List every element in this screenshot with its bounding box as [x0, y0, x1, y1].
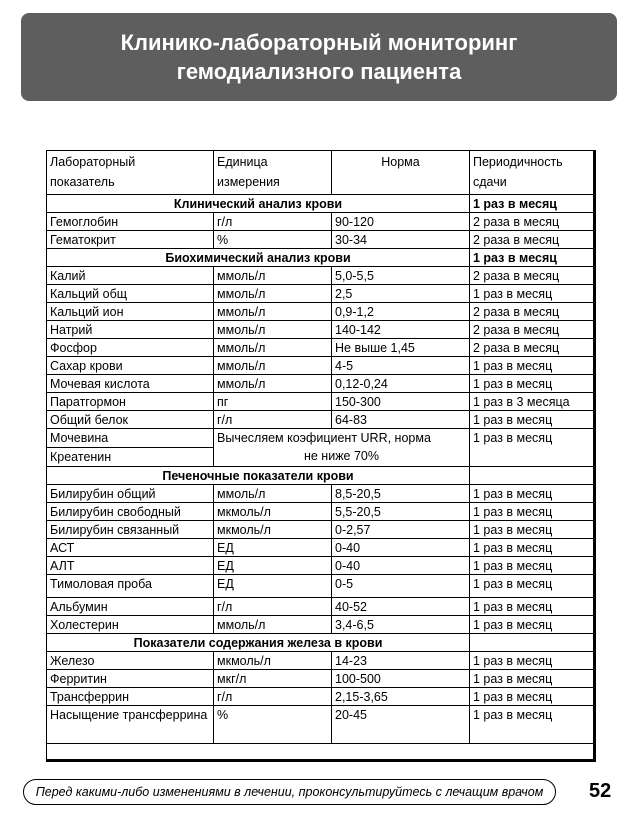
period-value: 2 раза в месяц: [470, 321, 593, 339]
indicator-name: Общий белок: [47, 411, 214, 429]
indicator-name: Мочевая кислота: [47, 375, 214, 393]
period-value: 1 раз в месяц: [470, 616, 593, 634]
section-title: Биохимический анализ крови: [47, 249, 470, 267]
period-value: 2 раза в месяц: [470, 213, 593, 231]
unit-value: %: [214, 231, 332, 249]
indicator-name: Билирубин общий: [47, 485, 214, 503]
unit-value: ммоль/л: [214, 267, 332, 285]
norm-value: 90-120: [332, 213, 470, 231]
indicator-name: Железо: [47, 652, 214, 670]
period-value: 2 раза в месяц: [470, 267, 593, 285]
period-value: 1 раз в 3 месяца: [470, 393, 593, 411]
indicator-name: Мочевина: [47, 429, 214, 448]
period-value: 1 раз в месяц: [470, 706, 593, 744]
period-value: 1 раз в месяц: [470, 598, 593, 616]
unit-value: ммоль/л: [214, 339, 332, 357]
norm-value: 140-142: [332, 321, 470, 339]
period-value: 1 раз в месяц: [470, 688, 593, 706]
section-period: [470, 634, 593, 652]
norm-value: 40-52: [332, 598, 470, 616]
section-title: Клинический анализ крови: [47, 195, 470, 213]
unit-value: пг: [214, 393, 332, 411]
indicator-name: Гематокрит: [47, 231, 214, 249]
title-line-1: Клинико-лабораторный мониторинг: [120, 30, 518, 55]
header-line: Единица: [217, 155, 268, 169]
unit-value: мкмоль/л: [214, 521, 332, 539]
period-value: 1 раз в месяц: [470, 285, 593, 303]
indicator-name: Насыщение трансферрина: [47, 706, 214, 744]
urr-note: [214, 429, 470, 467]
section-title: Печеночные показатели крови: [47, 467, 470, 485]
unit-value: ЕД: [214, 575, 332, 598]
indicator-name: Ферритин: [47, 670, 214, 688]
unit-value: ЕД: [214, 557, 332, 575]
unit-value: %: [214, 706, 332, 744]
period-value: 1 раз в месяц: [470, 652, 593, 670]
monitoring-table: [46, 150, 596, 762]
period-value: 1 раз в месяц: [470, 670, 593, 688]
norm-value: 150-300: [332, 393, 470, 411]
unit-value: мкмоль/л: [214, 652, 332, 670]
unit-value: ммоль/л: [214, 485, 332, 503]
norm-value: 0-5: [332, 575, 470, 598]
unit-value: мкг/л: [214, 670, 332, 688]
norm-value: 0-2,57: [332, 521, 470, 539]
header-period: [470, 151, 593, 195]
section-period: 1 раз в месяц: [470, 249, 593, 267]
indicator-name: Кальций ион: [47, 303, 214, 321]
indicator-name: Билирубин свободный: [47, 503, 214, 521]
indicator-name: Паратгормон: [47, 393, 214, 411]
norm-value: 4-5: [332, 357, 470, 375]
title-line-2: гемодиализного пациента: [176, 59, 462, 84]
period-value: 1 раз в месяц: [470, 539, 593, 557]
header-line: измерения: [217, 175, 280, 189]
norm-value: Не выше 1,45: [332, 339, 470, 357]
period-value: 1 раз в месяц: [470, 429, 593, 467]
unit-value: мкмоль/л: [214, 503, 332, 521]
section-title: Показатели содержания железа в крови: [47, 634, 470, 652]
indicator-name: АЛТ: [47, 557, 214, 575]
period-value: 1 раз в месяц: [470, 357, 593, 375]
norm-value: 0,9-1,2: [332, 303, 470, 321]
period-value: 2 раза в месяц: [470, 231, 593, 249]
norm-value: 3,4-6,5: [332, 616, 470, 634]
indicator-name: АСТ: [47, 539, 214, 557]
norm-value: 2,5: [332, 285, 470, 303]
norm-value: 0-40: [332, 557, 470, 575]
indicator-name: Креатенин: [47, 448, 214, 467]
unit-value: ммоль/л: [214, 357, 332, 375]
indicator-name: Калий: [47, 267, 214, 285]
indicator-name: Фосфор: [47, 339, 214, 357]
unit-value: ммоль/л: [214, 321, 332, 339]
unit-value: ЕД: [214, 539, 332, 557]
indicator-name: Гемоглобин: [47, 213, 214, 231]
header-line: сдачи: [473, 175, 507, 189]
header-line: Периодичность: [473, 155, 563, 169]
indicator-name: Альбумин: [47, 598, 214, 616]
urr-note-line-1: Вычесляем коэфициент URR, норма: [217, 431, 431, 445]
page-number: 52: [589, 780, 612, 802]
norm-value: 8,5-20,5: [332, 485, 470, 503]
period-value: 1 раз в месяц: [470, 557, 593, 575]
period-value: 1 раз в месяц: [470, 503, 593, 521]
unit-value: г/л: [214, 598, 332, 616]
norm-value: 5,5-20,5: [332, 503, 470, 521]
norm-value: 0-40: [332, 539, 470, 557]
unit-value: ммоль/л: [214, 303, 332, 321]
indicator-name: Билирубин связанный: [47, 521, 214, 539]
period-value: 1 раз в месяц: [470, 375, 593, 393]
norm-value: 100-500: [332, 670, 470, 688]
period-value: 2 раза в месяц: [470, 303, 593, 321]
period-value: 1 раз в месяц: [470, 485, 593, 503]
indicator-name: Трансферрин: [47, 688, 214, 706]
header-unit: [214, 151, 332, 195]
period-value: 1 раз в месяц: [470, 521, 593, 539]
indicator-name: Холестерин: [47, 616, 214, 634]
footer-note: Перед какими-либо изменениями в лечении, проконсультируйтесь с лечащим врачом: [23, 779, 556, 805]
indicator-name: Кальций общ: [47, 285, 214, 303]
section-period: [470, 467, 593, 485]
norm-value: 30-34: [332, 231, 470, 249]
unit-value: ммоль/л: [214, 375, 332, 393]
norm-value: 0,12-0,24: [332, 375, 470, 393]
indicator-name: Натрий: [47, 321, 214, 339]
norm-value: 20-45: [332, 706, 470, 744]
urr-note-line-2: не ниже 70%: [303, 449, 380, 463]
header-norm: Норма: [332, 151, 470, 195]
indicator-name: Сахар крови: [47, 357, 214, 375]
header-indicator: [47, 151, 214, 195]
indicator-name: Тимоловая проба: [47, 575, 214, 598]
period-value: 2 раза в месяц: [470, 339, 593, 357]
section-period: 1 раз в месяц: [470, 195, 593, 213]
unit-value: ммоль/л: [214, 616, 332, 634]
period-value: 1 раз в месяц: [470, 411, 593, 429]
unit-value: г/л: [214, 213, 332, 231]
norm-value: 2,15-3,65: [332, 688, 470, 706]
unit-value: г/л: [214, 411, 332, 429]
period-value: 1 раз в месяц: [470, 575, 593, 598]
norm-value: 14-23: [332, 652, 470, 670]
title-banner: [21, 13, 617, 101]
norm-value: 5,0-5,5: [332, 267, 470, 285]
unit-value: г/л: [214, 688, 332, 706]
header-line: Лабораторный: [50, 155, 136, 169]
norm-value: 64-83: [332, 411, 470, 429]
header-line: показатель: [50, 175, 115, 189]
unit-value: ммоль/л: [214, 285, 332, 303]
